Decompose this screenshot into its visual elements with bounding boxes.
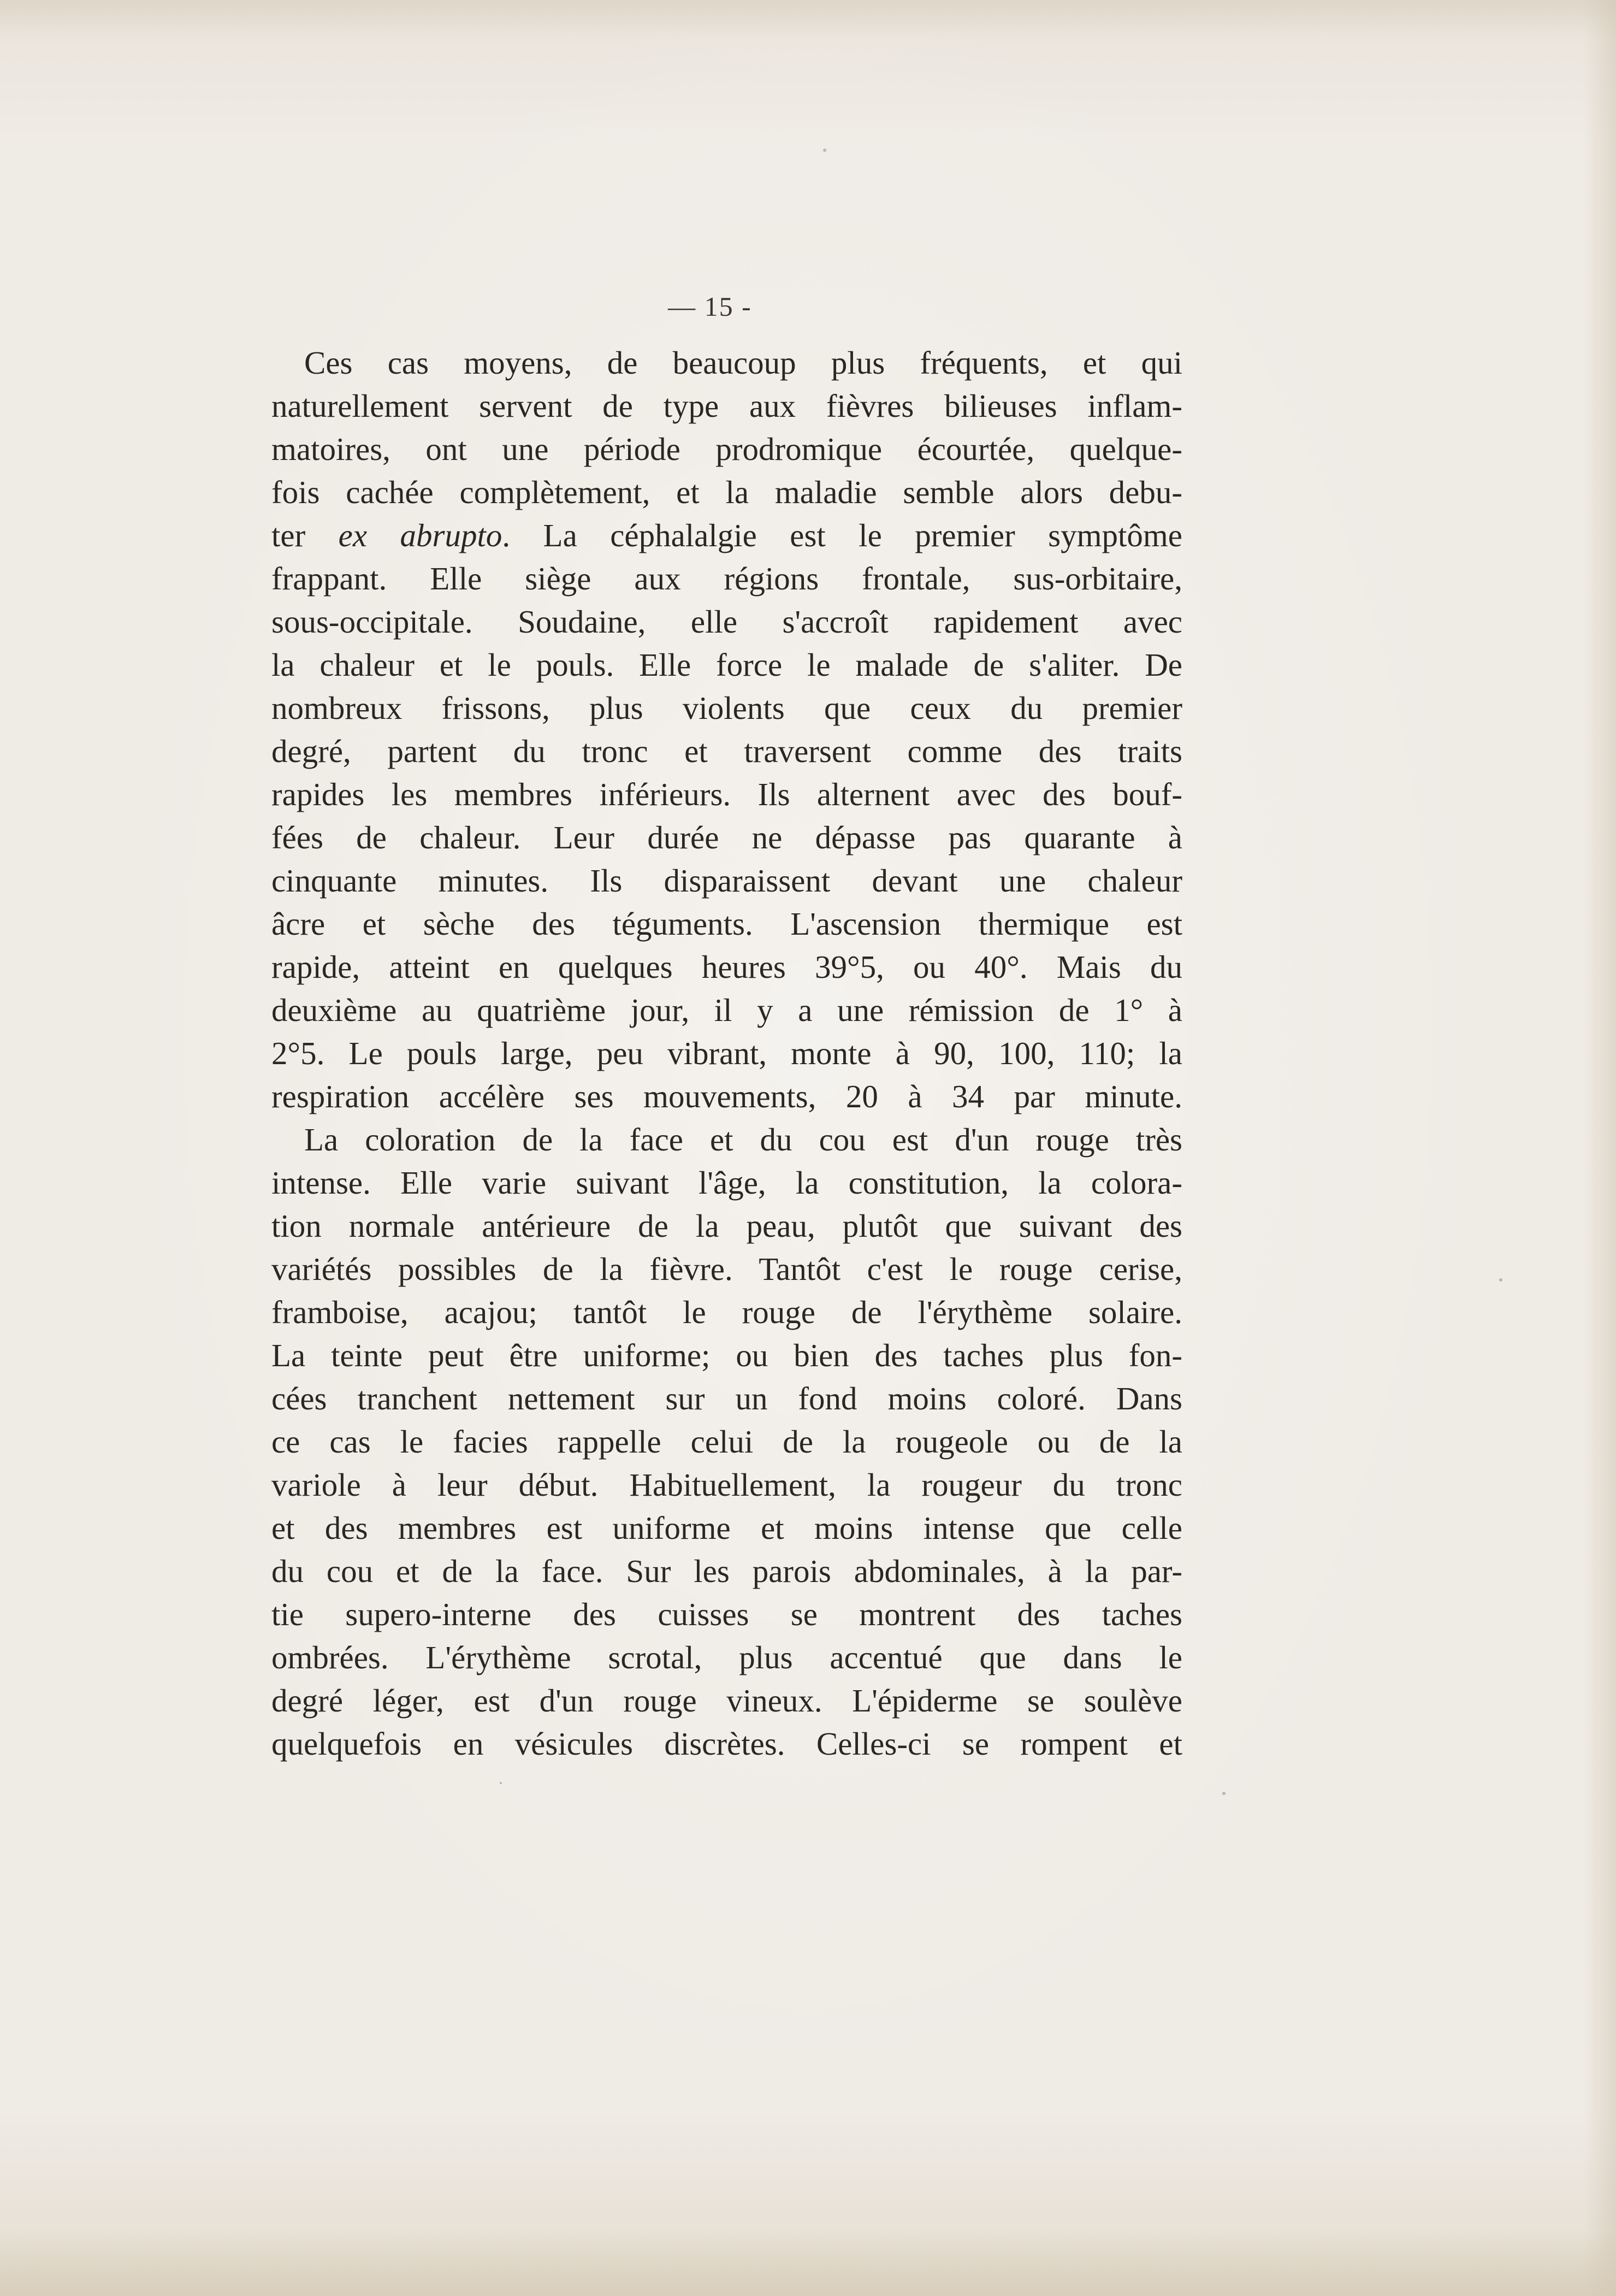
text-line: ombrées. L'érythème scrotal, plus accentué que dans le xyxy=(271,1639,1182,1675)
text-line: quelquefois en vésicules discrètes. Celles-ci se rompent et xyxy=(271,1726,1182,1762)
text-line: âcre et sèche des téguments. L'ascension thermique est xyxy=(271,906,1182,942)
text-line: deuxième au quatrième jour, il y a une rémission de 1° à xyxy=(271,992,1182,1028)
text-line: variole à leur début. Habituellement, la rougeur du tronc xyxy=(271,1467,1182,1503)
body-text xyxy=(271,341,1182,1766)
text-line: intense. Elle varie suivant l'âge, la constitution, la colora- xyxy=(271,1165,1182,1201)
text-line: fées de chaleur. Leur durée ne dépasse pas quarante à xyxy=(271,819,1182,855)
paper-speck xyxy=(500,1782,502,1784)
text-line: respiration accélère ses mouvements, 20 à 34 par minute. xyxy=(271,1078,1182,1114)
text-line: tie supero-interne des cuisses se montrent des taches xyxy=(271,1596,1182,1632)
paper-edge-right xyxy=(1583,0,1616,2296)
paper-speck xyxy=(823,149,826,152)
text-line: La coloration de la face et du cou est d'un rouge très xyxy=(304,1122,1182,1158)
paper-speck xyxy=(1499,1278,1502,1282)
page-number: — 15 - xyxy=(668,291,752,322)
text-line: variétés possibles de la fièvre. Tantôt c'est le rouge cerise, xyxy=(271,1251,1182,1287)
paper-edge-bottom xyxy=(0,2230,1616,2296)
text-line: sous-occipitale. Soudaine, elle s'accroît rapidement avec xyxy=(271,604,1182,640)
text-line: ter ex abrupto. La céphalalgie est le premier symptôme xyxy=(271,517,1182,553)
text-line: rapide, atteint en quelques heures 39°5, ou 40°. Mais du xyxy=(271,949,1182,985)
text-line: du cou et de la face. Sur les parois abdominales, à la par- xyxy=(271,1553,1182,1589)
text-line: la chaleur et le pouls. Elle force le malade de s'aliter. De xyxy=(271,647,1182,683)
text-line: nombreux frissons, plus violents que ceux du premier xyxy=(271,690,1182,726)
text-line: tion normale antérieure de la peau, plutôt que suivant des xyxy=(271,1208,1182,1244)
text-line: naturellement servent de type aux fièvres bilieuses inflam- xyxy=(271,388,1182,424)
text-line: degré léger, est d'un rouge vineux. L'épiderme se soulève xyxy=(271,1683,1182,1719)
text-line: La teinte peut être uniforme; ou bien des taches plus fon- xyxy=(271,1337,1182,1373)
text-line: cées tranchent nettement sur un fond moins coloré. Dans xyxy=(271,1380,1182,1416)
paper-speck xyxy=(1222,1792,1226,1795)
text-line: et des membres est uniforme et moins intense que celle xyxy=(271,1510,1182,1546)
text-line: rapides les membres inférieurs. Ils alternent avec des bouf- xyxy=(271,776,1182,812)
text-line: fois cachée complètement, et la maladie semble alors debu- xyxy=(271,474,1182,510)
text-line: matoires, ont une période prodromique écourtée, quelque- xyxy=(271,431,1182,467)
text-line: degré, partent du tronc et traversent comme des traits xyxy=(271,733,1182,769)
text-line: framboise, acajou; tantôt le rouge de l'érythème solaire. xyxy=(271,1294,1182,1330)
text-line: 2°5. Le pouls large, peu vibrant, monte à 90, 100, 110; la xyxy=(271,1035,1182,1071)
text-line: ce cas le facies rappelle celui de la rougeole ou de la xyxy=(271,1424,1182,1460)
text-line: cinquante minutes. Ils disparaissent devant une chaleur xyxy=(271,863,1182,899)
paper-edge-top xyxy=(0,0,1616,38)
text-line: frappant. Elle siège aux régions frontale, sus-orbitaire, xyxy=(271,560,1182,597)
italic-phrase: ex abrupto xyxy=(338,517,502,553)
text-line: Ces cas moyens, de beaucoup plus fréquents, et qui xyxy=(304,345,1182,381)
